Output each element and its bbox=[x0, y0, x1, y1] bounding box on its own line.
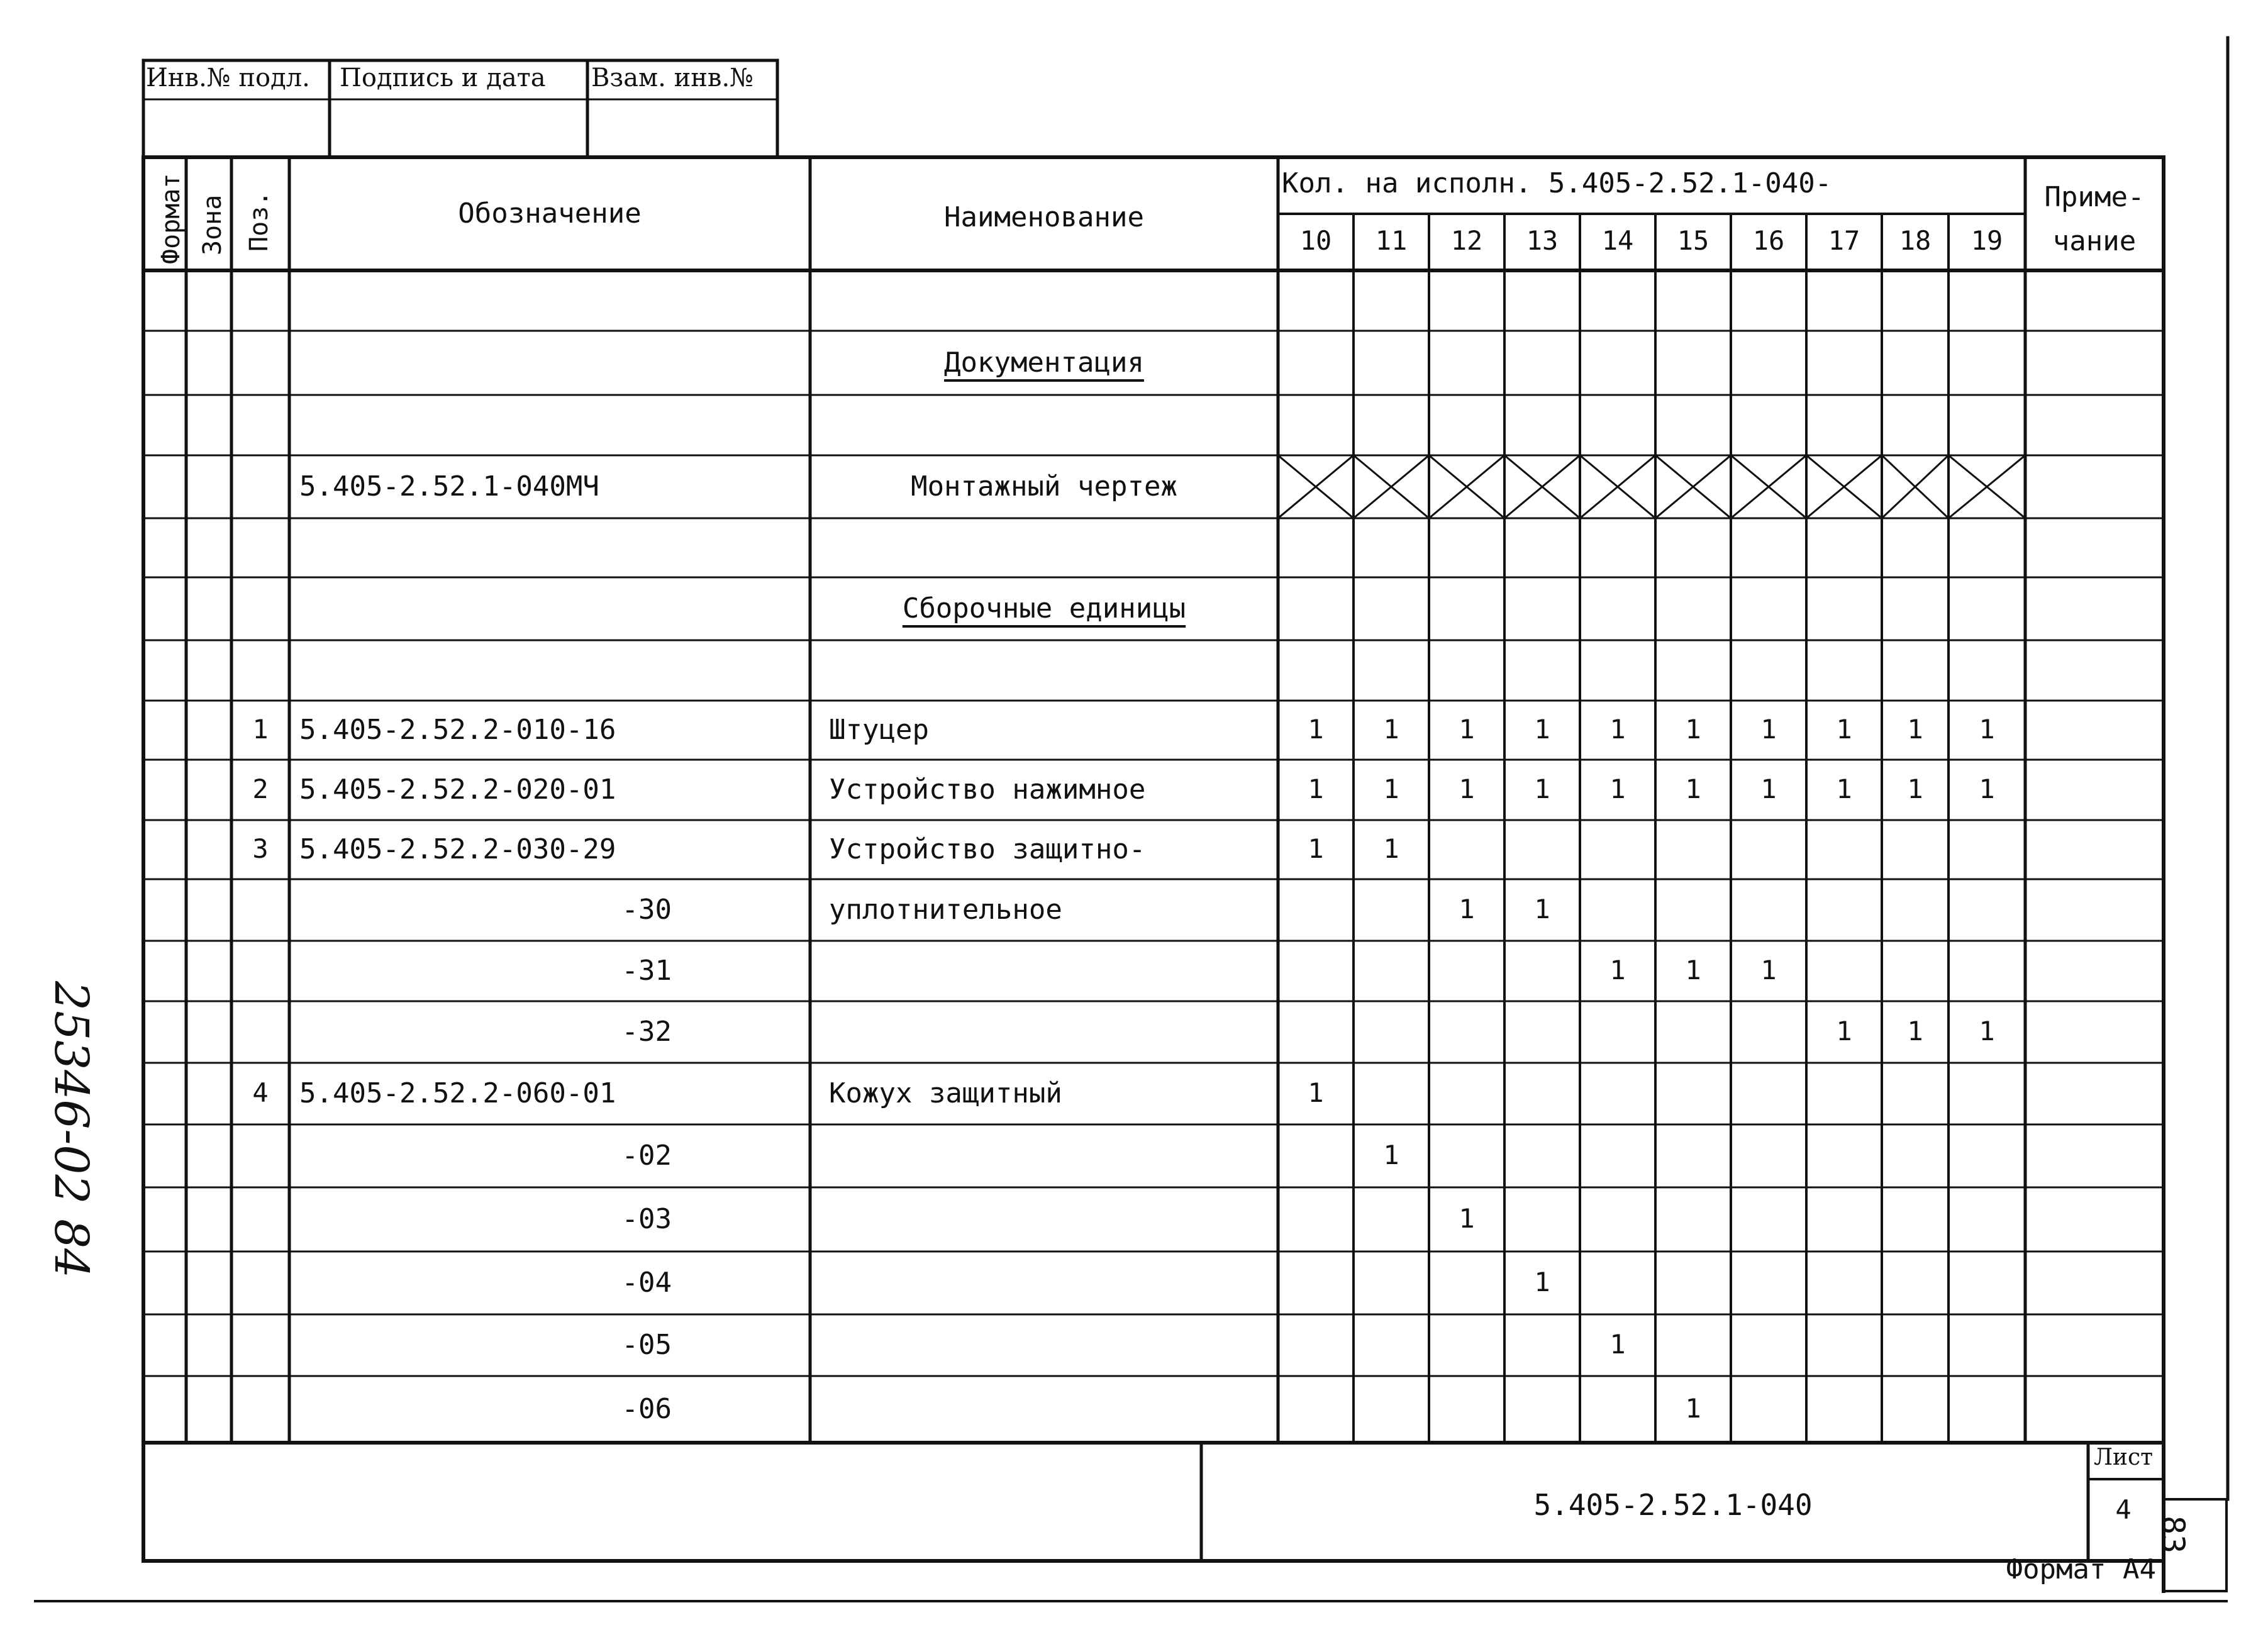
header-format: Формат bbox=[157, 173, 186, 264]
qty-cell: 1 bbox=[1685, 774, 1701, 804]
sheet-label: Лист bbox=[2093, 1445, 2154, 1470]
qty-cell: 1 bbox=[1609, 1329, 1626, 1360]
qty-cell: 1 bbox=[1836, 774, 1852, 804]
row-position: 2 bbox=[252, 774, 269, 804]
row-designation: 5.405-2.52.1-040МЧ bbox=[299, 470, 599, 502]
qty-cell: 1 bbox=[1308, 833, 1324, 864]
qty-cell: 1 bbox=[1383, 833, 1399, 864]
row-designation: -03 bbox=[621, 1203, 672, 1235]
qty-cell: 1 bbox=[1459, 1203, 1475, 1234]
row-position: 4 bbox=[252, 1077, 269, 1108]
qty-cell: 1 bbox=[1685, 1393, 1701, 1424]
qty-cell: 1 bbox=[1459, 774, 1475, 804]
qty-cell: 1 bbox=[1979, 714, 1995, 745]
qty-cell: 1 bbox=[1760, 955, 1777, 985]
row-name: Устройство нажимное bbox=[829, 774, 1146, 806]
format-label: Формат А4 bbox=[2006, 1553, 2156, 1585]
handwritten-inventory-number: 25346-02 84 bbox=[44, 981, 98, 1279]
row-designation: -30 bbox=[621, 894, 672, 926]
stamp-podpis-data: Подпись и дата bbox=[340, 64, 546, 92]
stamp-inv-podl: Инв.№ подл. bbox=[146, 64, 310, 92]
row-designation: -05 bbox=[621, 1329, 672, 1361]
header-variant-15: 15 bbox=[1677, 225, 1709, 256]
qty-cell: 1 bbox=[1383, 774, 1399, 804]
header-variant-14: 14 bbox=[1601, 225, 1634, 256]
qty-cell: 1 bbox=[1308, 1077, 1324, 1108]
row-designation: -31 bbox=[621, 955, 672, 987]
qty-cell: 1 bbox=[1534, 1267, 1550, 1297]
qty-cell: 1 bbox=[1760, 714, 1777, 745]
qty-cell: 1 bbox=[1459, 714, 1475, 745]
qty-cell: 1 bbox=[1383, 1140, 1399, 1170]
qty-cell: 1 bbox=[1685, 714, 1701, 745]
row-position: 3 bbox=[252, 833, 269, 864]
qty-cell: 1 bbox=[1308, 714, 1324, 745]
row-designation: -06 bbox=[621, 1393, 672, 1425]
row-name: Устройство защитно- bbox=[829, 833, 1146, 865]
row-position: 1 bbox=[252, 714, 269, 745]
qty-cell: 1 bbox=[1609, 714, 1626, 745]
row-name: Штуцер bbox=[829, 714, 929, 746]
qty-cell: 1 bbox=[1609, 955, 1626, 985]
row-name: Кожух защитный bbox=[829, 1077, 1062, 1109]
qty-cell: 1 bbox=[1459, 894, 1475, 924]
qty-cell: 1 bbox=[1907, 714, 1923, 745]
row-designation: 5.405-2.52.2-030-29 bbox=[299, 833, 616, 865]
header-primechanie-1: Приме- bbox=[2044, 181, 2145, 213]
qty-cell: 1 bbox=[1308, 774, 1324, 804]
header-primechanie-2: чание bbox=[2052, 225, 2137, 257]
qty-cell: 1 bbox=[1836, 1016, 1852, 1046]
qty-cell: 1 bbox=[1383, 714, 1399, 745]
header-variant-10: 10 bbox=[1299, 225, 1332, 256]
qty-cell: 1 bbox=[1534, 774, 1550, 804]
stamp-vzam-inv: Взам. инв.№ bbox=[591, 64, 754, 92]
row-designation: -04 bbox=[621, 1267, 672, 1299]
row-name: уплотнительное bbox=[829, 894, 1062, 926]
qty-cell: 1 bbox=[1609, 774, 1626, 804]
header-variant-11: 11 bbox=[1375, 225, 1408, 256]
row-designation: -32 bbox=[621, 1016, 672, 1048]
header-naimenovanie: Наименование bbox=[944, 201, 1144, 233]
qty-cell: 1 bbox=[1979, 1016, 1995, 1046]
qty-cell: 1 bbox=[1907, 774, 1923, 804]
row-designation: 5.405-2.52.2-060-01 bbox=[299, 1077, 616, 1109]
header-zona: Зона bbox=[198, 194, 227, 255]
qty-cell: 1 bbox=[1534, 894, 1550, 924]
header-variant-19: 19 bbox=[1971, 225, 2003, 256]
header-kol-na-ispoln: Кол. на исполн. 5.405-2.52.1-040- bbox=[1282, 167, 1832, 199]
row-designation: 5.405-2.52.2-010-16 bbox=[299, 714, 616, 746]
header-variant-18: 18 bbox=[1899, 225, 1932, 256]
header-variant-13: 13 bbox=[1526, 225, 1559, 256]
header-variant-16: 16 bbox=[1752, 225, 1785, 256]
header-poz: Поз. bbox=[245, 191, 274, 252]
section-heading: Документация bbox=[944, 347, 1144, 379]
qty-cell: 1 bbox=[1979, 774, 1995, 804]
qty-cell: 1 bbox=[1685, 955, 1701, 985]
page-number: 83 bbox=[2155, 1516, 2191, 1554]
doc-code: 5.405-2.52.1-040 bbox=[1533, 1488, 1813, 1522]
section-heading: Сборочные единицы bbox=[902, 592, 1186, 624]
header-variant-17: 17 bbox=[1828, 225, 1860, 256]
row-designation: 5.405-2.52.2-020-01 bbox=[299, 774, 616, 806]
header-oboznachenie: Обозначение bbox=[458, 197, 642, 230]
qty-cell: 1 bbox=[1907, 1016, 1923, 1046]
row-name: Монтажный чертеж bbox=[911, 470, 1177, 502]
row-designation: -02 bbox=[621, 1140, 672, 1172]
qty-cell: 1 bbox=[1836, 714, 1852, 745]
header-variant-12: 12 bbox=[1450, 225, 1483, 256]
qty-cell: 1 bbox=[1760, 774, 1777, 804]
sheet-number: 4 bbox=[2115, 1494, 2132, 1525]
qty-cell: 1 bbox=[1534, 714, 1550, 745]
